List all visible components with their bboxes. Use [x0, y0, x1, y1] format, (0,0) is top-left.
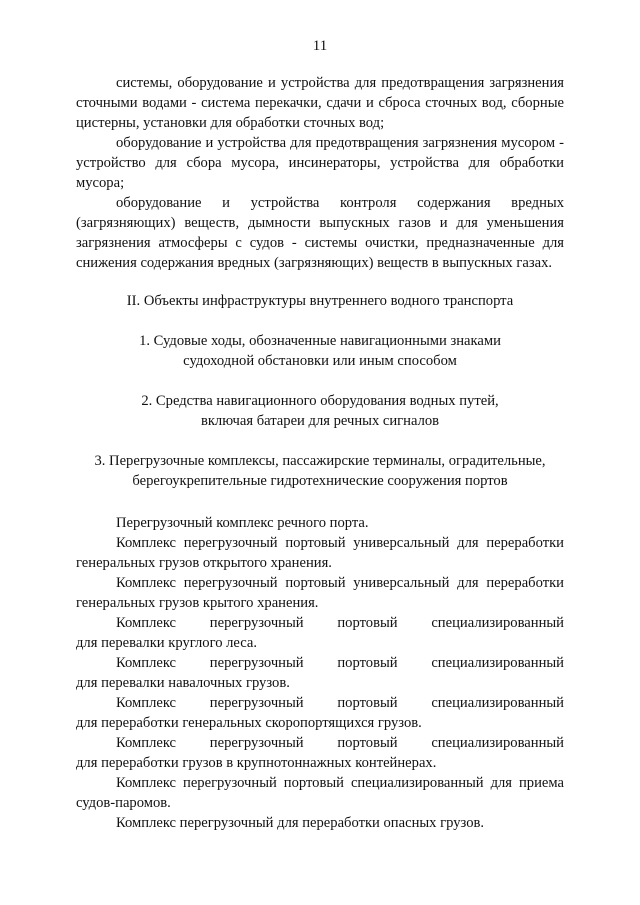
list-item-line-1: Комплекс перегрузочный портовый специализированный для приема — [116, 775, 564, 791]
subheading-1-line-1: 1. Судовые ходы, обозначенные навигационными знаками — [139, 333, 501, 349]
list-item — [76, 573, 564, 613]
list-item-line-2: для переработки генеральных скоропортящихся грузов. — [76, 715, 422, 731]
list-item — [76, 653, 564, 693]
paragraph-sewage-equipment: системы, оборудование и устройства для предотвращения загрязнения сточными водами - система перекачки, сдачи и сброса сточных вод, сборные цистерны, установки для обработки сточных вод; — [76, 75, 564, 131]
subheading-3-line-2: берегоукрепительные гидротехнические сооружения портов — [132, 473, 508, 489]
subheading-2-line-2: включая батареи для речных сигналов — [200, 413, 440, 429]
list-item-line-2: судов-паромов. — [76, 795, 171, 811]
list-item-line-2: для перевалки навалочных грузов. — [76, 675, 290, 691]
document-body — [76, 73, 564, 833]
section-heading: II. Объекты инфраструктуры внутреннего водного транспорта — [126, 293, 514, 309]
list-item — [76, 773, 564, 813]
list-item — [76, 533, 564, 573]
list-item-line-2: для переработки грузов в крупнотоннажных контейнерах. — [76, 755, 437, 771]
list-item — [76, 693, 564, 733]
subheading-2-line-1: 2. Средства навигационного оборудования водных путей, — [141, 393, 499, 409]
complex-list — [76, 513, 564, 833]
subheading-3 — [76, 451, 564, 491]
list-item-line-1: Комплекс перегрузочный портовый специализированный — [116, 735, 564, 751]
list-item — [76, 613, 564, 653]
page-number: 11 — [312, 38, 328, 54]
list-item-line-1: Комплекс перегрузочный портовый специализированный — [116, 615, 564, 631]
list-item-line-1: Комплекс перегрузочный портовый универсальный для переработки — [116, 575, 564, 591]
list-item — [76, 733, 564, 773]
list-item: Комплекс перегрузочный для переработки опасных грузов. — [116, 815, 485, 831]
list-item-line-2: генеральных грузов крытого хранения. — [76, 595, 319, 611]
list-item-line-1: Комплекс перегрузочный портовый универсальный для переработки — [116, 535, 564, 551]
list-item: Перегрузочный комплекс речного порта. — [116, 515, 369, 531]
paragraph-garbage-equipment: оборудование и устройства для предотвращения загрязнения мусором - устройство для сбора мусора, инсинераторы, устройства для обработки мусора; — [76, 135, 564, 191]
paragraph-emission-control: оборудование и устройства контроля содержания вредных (загрязняющих) веществ, дымности выпускных газов и для уменьшения загрязнения атмосферы с судов - системы очистки, предназначенные для снижения содержания вредных (загрязняющих) веществ в выпускных газах. — [76, 195, 564, 271]
list-item-line-2: для перевалки круглого леса. — [76, 635, 258, 651]
subheading-2 — [76, 391, 564, 431]
subheading-1 — [76, 331, 564, 371]
list-item-line-1: Комплекс перегрузочный портовый специализированный — [116, 695, 564, 711]
subheading-3-line-1: 3. Перегрузочные комплексы, пассажирские терминалы, оградительные, — [94, 453, 546, 469]
list-item-line-1: Комплекс перегрузочный портовый специализированный — [116, 655, 564, 671]
list-item-line-2: генеральных грузов открытого хранения. — [76, 555, 332, 571]
subheading-1-line-2: судоходной обстановки или иным способом — [183, 353, 457, 369]
